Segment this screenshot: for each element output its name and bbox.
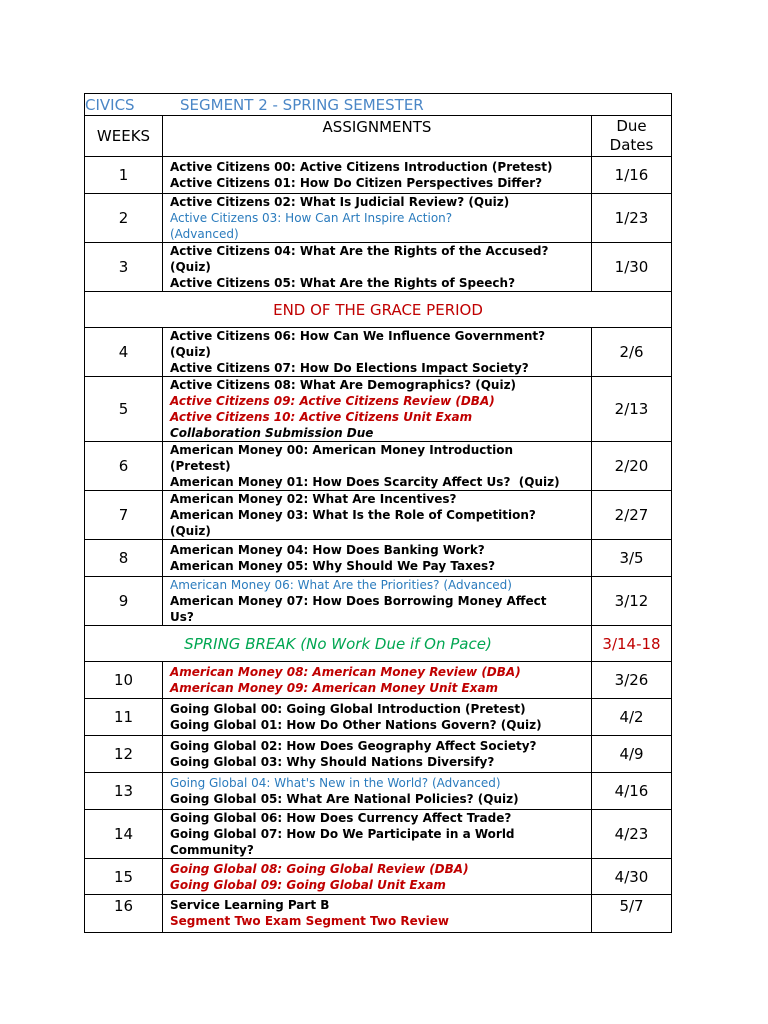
week-number: 6 xyxy=(85,442,163,491)
assignments-cell xyxy=(163,491,592,540)
table-row xyxy=(85,577,672,626)
assignment-line-assessment: Going Global 09: Going Global Unit Exam xyxy=(170,877,446,892)
table-title xyxy=(85,94,672,116)
assignments-cell xyxy=(163,859,592,895)
assignment-line: Going Global 02: How Does Geography Affect Society? xyxy=(170,739,537,753)
assignments-cell xyxy=(163,895,592,933)
week-number: 5 xyxy=(85,377,163,442)
week-number: 3 xyxy=(85,243,163,292)
assignments-cell xyxy=(163,157,592,194)
assignment-line-assessment: Going Global 08: Going Global Review (DBA) xyxy=(170,861,469,876)
due-date: 3/5 xyxy=(592,540,672,577)
assignment-line-assessment: Active Citizens 09: Active Citizens Review (DBA) xyxy=(170,394,495,408)
assignment-line-collaboration: Collaboration Submission Due xyxy=(170,426,374,440)
assignment-line: Active Citizens 01: How Do Citizen Perspectives Differ? xyxy=(170,176,543,190)
due-date: 1/23 xyxy=(592,194,672,243)
assignment-line: American Money 04: How Does Banking Work? xyxy=(170,543,485,557)
week-number: 10 xyxy=(85,662,163,699)
assignment-line-assessment: American Money 09: American Money Unit Exam xyxy=(170,681,499,695)
due-date: 4/23 xyxy=(592,810,672,859)
assignments-header: ASSIGNMENTS xyxy=(163,116,592,157)
assignment-line: Going Global 06: How Does Currency Affect Trade? xyxy=(170,811,512,825)
assignment-line: American Money 07: How Does Borrowing Money Affect xyxy=(170,594,547,608)
week-number: 8 xyxy=(85,540,163,577)
assignment-line: American Money 00: American Money Introduction xyxy=(170,443,513,457)
assignment-line: Community? xyxy=(170,843,254,857)
assignment-line: Going Global 07: How Do We Participate in a World xyxy=(170,827,515,841)
table-row xyxy=(85,810,672,859)
table-row xyxy=(85,491,672,540)
week-number: 9 xyxy=(85,577,163,626)
due-date: 3/26 xyxy=(592,662,672,699)
assignment-line-advanced: Active Citizens 03: How Can Art Inspire Action? xyxy=(170,211,453,225)
assignments-cell xyxy=(163,810,592,859)
schedule-table xyxy=(84,93,672,933)
assignment-line: American Money 05: Why Should We Pay Taxes? xyxy=(170,559,496,573)
spring-break-dates: 3/14-18 xyxy=(592,626,672,662)
grace-period-banner: END OF THE GRACE PERIOD xyxy=(85,292,672,328)
assignment-line: Active Citizens 05: What Are the Rights of Speech? xyxy=(170,276,516,290)
weeks-header: WEEKS xyxy=(85,116,163,157)
grace-period-row xyxy=(85,292,672,328)
due-date: 3/12 xyxy=(592,577,672,626)
due-date: 5/7 xyxy=(592,895,672,933)
table-row xyxy=(85,662,672,699)
assignment-line-assessment: Active Citizens 10: Active Citizens Unit Exam xyxy=(170,410,473,424)
week-number: 15 xyxy=(85,859,163,895)
assignment-line-assessment: American Money 08: American Money Review (DBA) xyxy=(170,665,521,679)
table-row xyxy=(85,773,672,810)
table-row xyxy=(85,736,672,773)
assignment-line-advanced: Going Global 04: What's New in the World? (Advanced) xyxy=(170,776,501,790)
table-row xyxy=(85,442,672,491)
due-date: 2/13 xyxy=(592,377,672,442)
assignment-line: Active Citizens 02: What Is Judicial Review? (Quiz) xyxy=(170,195,510,209)
assignments-cell xyxy=(163,194,592,243)
assignment-line: (Quiz) xyxy=(170,260,211,274)
assignments-cell xyxy=(163,328,592,377)
due-date: 2/27 xyxy=(592,491,672,540)
due-dates-header xyxy=(592,116,672,157)
assignment-line: (Quiz) xyxy=(170,524,211,538)
due-date: 4/9 xyxy=(592,736,672,773)
assignments-cell xyxy=(163,736,592,773)
assignments-cell xyxy=(163,577,592,626)
assignments-cell xyxy=(163,243,592,292)
table-row xyxy=(85,157,672,194)
due-date: 1/30 xyxy=(592,243,672,292)
assignments-cell xyxy=(163,442,592,491)
assignments-cell xyxy=(163,377,592,442)
assignment-line: Going Global 03: Why Should Nations Diversify? xyxy=(170,755,495,769)
due-header-line2: Dates xyxy=(609,136,654,154)
segment-title: SEGMENT 2 - SPRING SEMESTER xyxy=(180,95,424,114)
assignment-line-exam: Segment Two Exam Segment Two Review xyxy=(170,914,449,928)
header-row xyxy=(85,116,672,157)
spring-break-banner: SPRING BREAK (No Work Due if On Pace) xyxy=(85,626,592,662)
assignment-line: Active Citizens 00: Active Citizens Introduction (Pretest) xyxy=(170,160,553,174)
assignments-cell xyxy=(163,662,592,699)
assignment-line: American Money 01: How Does Scarcity Affect Us? (Quiz) xyxy=(170,475,560,489)
table-row xyxy=(85,699,672,736)
week-number: 12 xyxy=(85,736,163,773)
assignment-line-advanced: (Advanced) xyxy=(170,227,239,241)
due-header-line1: Due xyxy=(616,117,647,135)
table-row xyxy=(85,243,672,292)
assignment-line: American Money 02: What Are Incentives? xyxy=(170,492,457,506)
week-number: 14 xyxy=(85,810,163,859)
assignment-line: Active Citizens 08: What Are Demographics? (Quiz) xyxy=(170,378,517,392)
assignment-line-advanced: American Money 06: What Are the Priorities? (Advanced) xyxy=(170,578,512,592)
due-date: 2/20 xyxy=(592,442,672,491)
week-number: 7 xyxy=(85,491,163,540)
assignment-line: Active Citizens 06: How Can We Influence Government? xyxy=(170,329,546,343)
table-row xyxy=(85,194,672,243)
week-number: 11 xyxy=(85,699,163,736)
assignment-line: (Quiz) xyxy=(170,345,211,359)
assignment-line: Service Learning Part B xyxy=(170,898,330,912)
table-row xyxy=(85,540,672,577)
due-date: 2/6 xyxy=(592,328,672,377)
table-row xyxy=(85,377,672,442)
table-row xyxy=(85,328,672,377)
week-number: 13 xyxy=(85,773,163,810)
assignment-line: (Pretest) xyxy=(170,459,231,473)
assignments-cell xyxy=(163,699,592,736)
assignment-line: Going Global 01: How Do Other Nations Govern? (Quiz) xyxy=(170,718,542,732)
assignment-line: Going Global 00: Going Global Introduction (Pretest) xyxy=(170,702,526,716)
week-number: 16 xyxy=(85,895,163,933)
table-row xyxy=(85,859,672,895)
assignment-line: Active Citizens 04: What Are the Rights of the Accused? xyxy=(170,244,549,258)
week-number: 1 xyxy=(85,157,163,194)
week-number: 4 xyxy=(85,328,163,377)
due-date: 4/2 xyxy=(592,699,672,736)
due-date: 1/16 xyxy=(592,157,672,194)
due-date: 4/16 xyxy=(592,773,672,810)
title-row xyxy=(85,94,672,116)
assignment-line: Active Citizens 07: How Do Elections Impact Society? xyxy=(170,361,529,375)
assignment-line: American Money 03: What Is the Role of Competition? xyxy=(170,508,536,522)
assignment-line: Us? xyxy=(170,610,194,624)
week-number: 2 xyxy=(85,194,163,243)
assignments-cell xyxy=(163,540,592,577)
due-date: 4/30 xyxy=(592,859,672,895)
assignments-cell xyxy=(163,773,592,810)
assignment-line: Going Global 05: What Are National Policies? (Quiz) xyxy=(170,792,519,806)
course-name: CIVICS xyxy=(85,95,135,114)
spring-break-row xyxy=(85,626,672,662)
table-row xyxy=(85,895,672,933)
